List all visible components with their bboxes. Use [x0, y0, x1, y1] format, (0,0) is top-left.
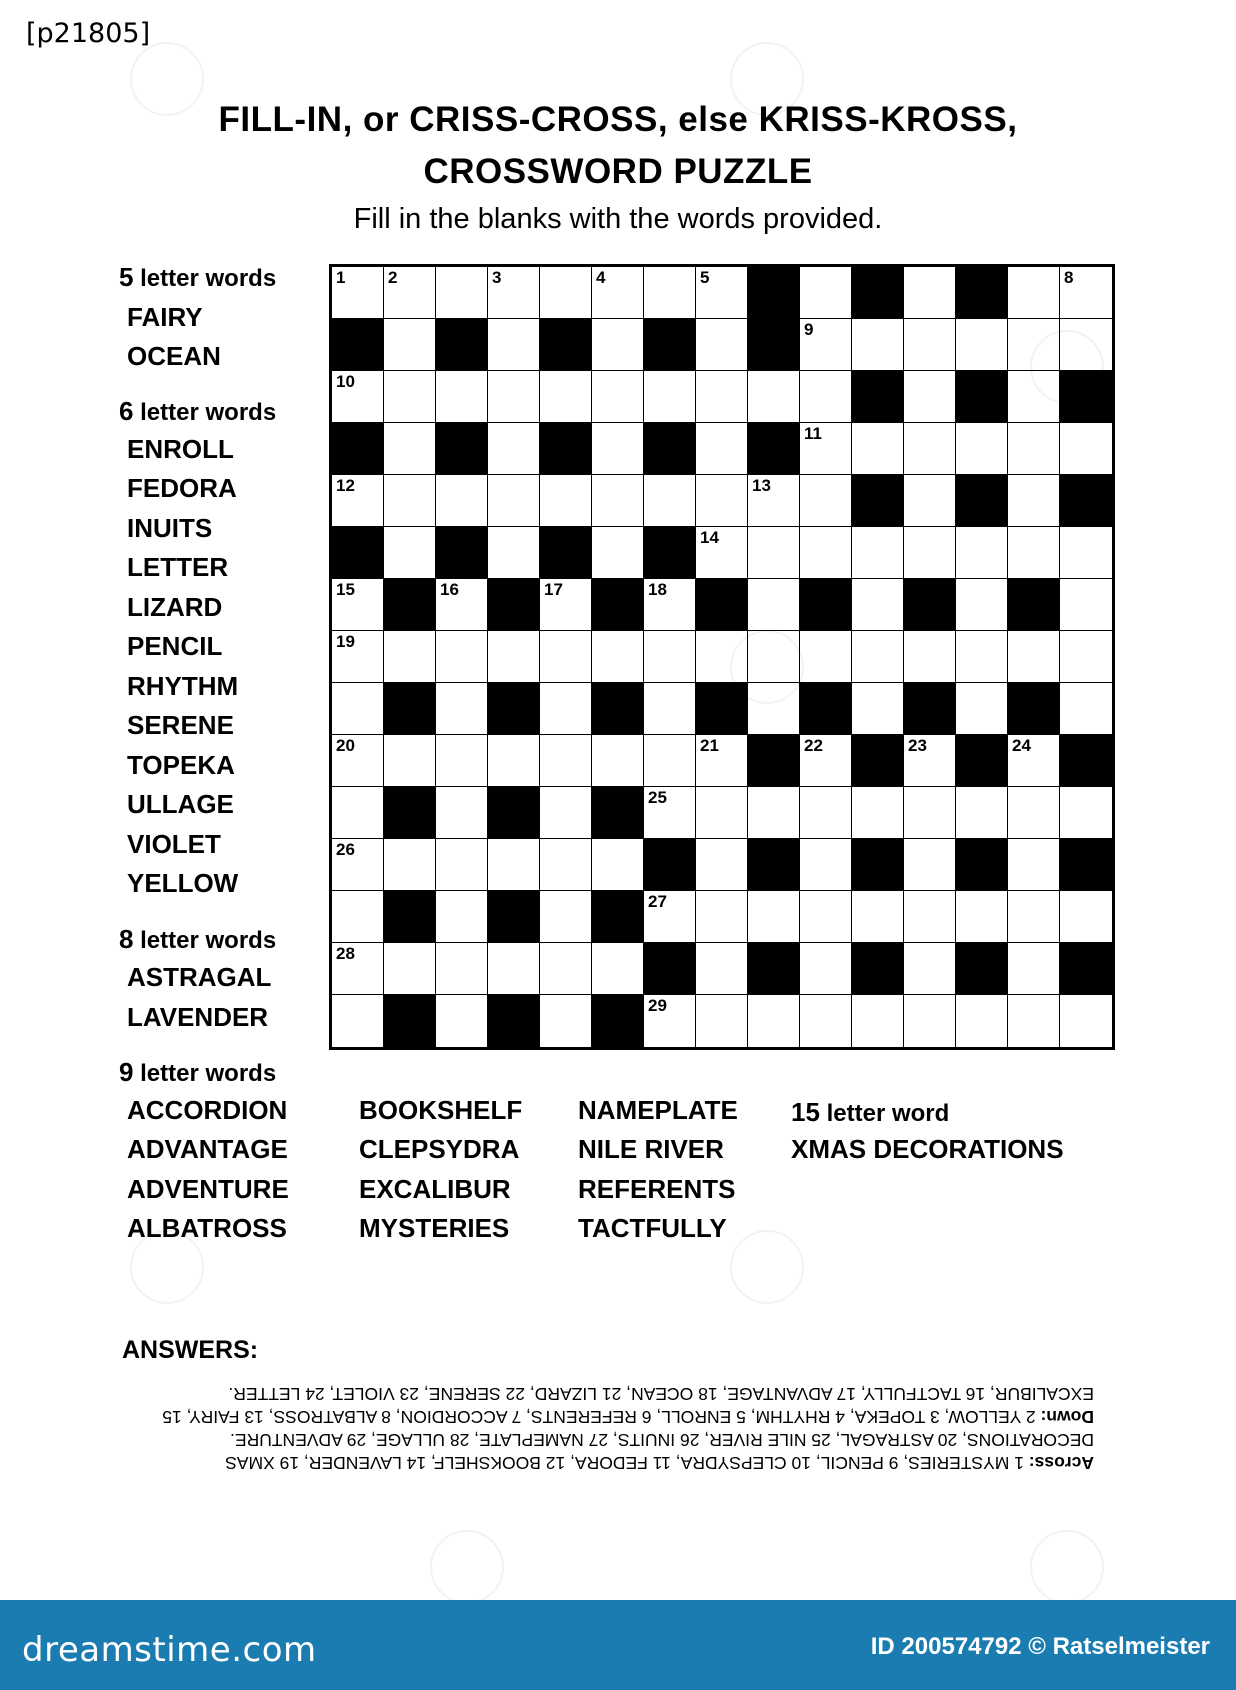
clue-number: 29: [648, 996, 667, 1015]
grid-cell[interactable]: [592, 735, 644, 787]
grid-cell[interactable]: [696, 787, 748, 839]
grid-cell[interactable]: [384, 371, 436, 423]
grid-cell[interactable]: [384, 475, 436, 527]
grid-cell[interactable]: [592, 527, 644, 579]
grid-cell-black: [852, 839, 904, 891]
word-item: XMAS DECORATIONS: [791, 1134, 1064, 1164]
grid-cell[interactable]: [800, 891, 852, 943]
grid-cell[interactable]: [332, 579, 384, 631]
word-item: SERENE: [127, 710, 234, 740]
grid-cell[interactable]: [748, 787, 800, 839]
grid-cell[interactable]: [540, 995, 592, 1047]
word-item: LAVENDER: [127, 1002, 269, 1032]
grid-cell[interactable]: [644, 735, 696, 787]
grid-cell-black: [488, 683, 540, 735]
grid-cell[interactable]: [592, 423, 644, 475]
grid-cell[interactable]: [384, 631, 436, 683]
grid-cell-black: [956, 839, 1008, 891]
clue-number: 17: [544, 580, 563, 599]
footer-brand[interactable]: dreamstime.com: [22, 1630, 317, 1670]
word-item: MYSTERIES: [359, 1213, 510, 1243]
clue-number: 21: [700, 736, 719, 755]
grid-cell[interactable]: [436, 475, 488, 527]
grid-cell-black: [644, 319, 696, 371]
grid-cell-black: [332, 319, 384, 371]
grid-cell[interactable]: [1008, 735, 1060, 787]
grid-cell[interactable]: [800, 319, 852, 371]
grid-cell[interactable]: [592, 319, 644, 371]
clue-number: 10: [336, 372, 355, 391]
answers-across-text: 1 MYSTERIES, 9 PENCIL, 10 CLEPSYDRA, 11 FEDORA, 12 BOOKSHELF, 14 LAVENDER, 19 XMAS DECORATIONS, 20 ASTRAGAL, 25 NILE RIVER, 26 INUITS, 27 NAMEPLATE, 28 ULLAGE, 29 ADVENTURE.: [225, 1430, 1094, 1473]
word-item: OCEAN: [127, 341, 221, 371]
grid-cell[interactable]: [800, 839, 852, 891]
grid-cell-black: [748, 423, 800, 475]
footer-image-id: ID 200574792 © Ratselmeister: [870, 1633, 1210, 1660]
grid-cell-black: [800, 683, 852, 735]
grid-cell[interactable]: [384, 943, 436, 995]
grid-cell-black: [644, 943, 696, 995]
grid-cell[interactable]: [1008, 423, 1060, 475]
grid-cell[interactable]: [332, 735, 384, 787]
grid-cell[interactable]: [540, 371, 592, 423]
grid-cell[interactable]: [852, 683, 904, 735]
grid-cell[interactable]: [540, 735, 592, 787]
grid-cell[interactable]: [644, 631, 696, 683]
grid-cell[interactable]: [1008, 891, 1060, 943]
answers-across-label: Across:: [1028, 1453, 1094, 1473]
grid-cell-black: [384, 891, 436, 943]
grid-cell-black: [1008, 683, 1060, 735]
grid-cell[interactable]: [384, 839, 436, 891]
grid-cell[interactable]: [852, 319, 904, 371]
grid-cell[interactable]: [852, 579, 904, 631]
grid-cell-black: [748, 267, 800, 319]
grid-cell[interactable]: [644, 267, 696, 319]
grid-cell[interactable]: [1008, 943, 1060, 995]
grid-cell[interactable]: [332, 891, 384, 943]
grid-cell-black: [644, 839, 696, 891]
grid-cell[interactable]: [540, 475, 592, 527]
grid-cell[interactable]: [592, 943, 644, 995]
grid-cell[interactable]: [800, 371, 852, 423]
clue-number: 14: [700, 528, 719, 547]
word-item: NILE RIVER: [578, 1134, 724, 1164]
grid-cell[interactable]: [904, 943, 956, 995]
word-item: ADVANTAGE: [127, 1134, 288, 1164]
grid-cell[interactable]: [332, 943, 384, 995]
grid-cell-black: [1060, 839, 1112, 891]
grid-cell[interactable]: [852, 527, 904, 579]
grid-cell[interactable]: [748, 475, 800, 527]
grid-cell[interactable]: [1008, 475, 1060, 527]
grid-cell-black: [748, 735, 800, 787]
word-list-heading-6: 6 letter words: [119, 396, 277, 426]
clue-number: 23: [908, 736, 927, 755]
grid-cell-black: [1008, 579, 1060, 631]
grid-cell[interactable]: [748, 891, 800, 943]
answers-down-label: Down:: [1040, 1407, 1094, 1427]
clue-number: 2: [388, 268, 398, 287]
grid-cell[interactable]: [436, 735, 488, 787]
grid-cell[interactable]: [488, 371, 540, 423]
grid-cell-black: [956, 943, 1008, 995]
word-item: FAIRY: [127, 302, 203, 332]
grid-cell-black: [384, 787, 436, 839]
grid-cell[interactable]: [488, 943, 540, 995]
grid-cell[interactable]: [800, 995, 852, 1047]
word-item: ALBATROSS: [127, 1213, 287, 1243]
clue-number: 13: [752, 476, 771, 495]
grid-cell[interactable]: [436, 267, 488, 319]
grid-cell[interactable]: [1060, 423, 1112, 475]
grid-cell[interactable]: [800, 527, 852, 579]
grid-cell[interactable]: [800, 423, 852, 475]
crossword-grid: [329, 264, 1115, 1050]
page-title-line-1: FILL-IN, or CRISS-CROSS, else KRISS-KROSS,: [218, 100, 1018, 139]
grid-cell[interactable]: [384, 267, 436, 319]
watermark-icon: [430, 1530, 504, 1604]
clue-number: 12: [336, 476, 355, 495]
grid-cell[interactable]: [436, 995, 488, 1047]
clue-number: 9: [804, 320, 814, 339]
grid-cell-black: [956, 267, 1008, 319]
word-item: REFERENTS: [578, 1174, 736, 1204]
grid-cell[interactable]: [1060, 579, 1112, 631]
grid-cell[interactable]: [956, 631, 1008, 683]
grid-cell-black: [956, 475, 1008, 527]
grid-cell[interactable]: [488, 735, 540, 787]
grid-cell[interactable]: [696, 943, 748, 995]
clue-number: 26: [336, 840, 355, 859]
grid-cell[interactable]: [644, 891, 696, 943]
word-item: RHYTHM: [127, 671, 239, 701]
grid-cell[interactable]: [332, 787, 384, 839]
grid-cell[interactable]: [592, 371, 644, 423]
grid-cell[interactable]: [644, 371, 696, 423]
watermark-icon: [730, 1230, 804, 1304]
grid-cell[interactable]: [852, 787, 904, 839]
grid-cell-black: [436, 527, 488, 579]
word-item: YELLOW: [127, 868, 239, 898]
grid-cell[interactable]: [1060, 683, 1112, 735]
grid-cell[interactable]: [956, 527, 1008, 579]
grid-cell[interactable]: [904, 423, 956, 475]
grid-cell-black: [436, 423, 488, 475]
grid-cell[interactable]: [904, 787, 956, 839]
clue-number: 19: [336, 632, 355, 651]
grid-cell-black: [488, 995, 540, 1047]
grid-cell[interactable]: [540, 787, 592, 839]
grid-cell[interactable]: [1008, 267, 1060, 319]
grid-cell[interactable]: [904, 839, 956, 891]
grid-cell-black: [332, 527, 384, 579]
word-item: INUITS: [127, 513, 213, 543]
grid-cell[interactable]: [592, 267, 644, 319]
grid-cell-black: [488, 579, 540, 631]
grid-cell-black: [488, 787, 540, 839]
grid-cell[interactable]: [904, 475, 956, 527]
grid-cell[interactable]: [592, 839, 644, 891]
grid-cell[interactable]: [696, 267, 748, 319]
grid-cell[interactable]: [384, 423, 436, 475]
watermark-icon: [730, 630, 804, 704]
grid-cell-black: [592, 683, 644, 735]
word-list-heading-8: 8 letter words: [119, 924, 277, 954]
grid-cell[interactable]: [332, 267, 384, 319]
grid-cell[interactable]: [540, 579, 592, 631]
grid-cell-black: [696, 579, 748, 631]
grid-cell[interactable]: [852, 423, 904, 475]
grid-cell[interactable]: [696, 371, 748, 423]
watermark-icon: [130, 42, 204, 116]
answers-heading: ANSWERS:: [122, 1336, 259, 1364]
grid-cell[interactable]: [852, 891, 904, 943]
grid-cell-black: [384, 579, 436, 631]
word-item: ACCORDION: [127, 1095, 288, 1125]
grid-cell[interactable]: [488, 839, 540, 891]
grid-cell-black: [332, 423, 384, 475]
word-item: PENCIL: [127, 631, 223, 661]
word-item: VIOLET: [127, 829, 221, 859]
grid-cell-black: [540, 423, 592, 475]
clue-number: 1: [336, 268, 346, 287]
grid-cell-black: [644, 423, 696, 475]
clue-number: 18: [648, 580, 667, 599]
grid-cell[interactable]: [956, 787, 1008, 839]
grid-cell[interactable]: [956, 891, 1008, 943]
grid-cell-black: [644, 527, 696, 579]
grid-cell[interactable]: [644, 579, 696, 631]
word-item: ASTRAGAL: [127, 962, 272, 992]
grid-cell[interactable]: [748, 995, 800, 1047]
grid-cell[interactable]: [488, 631, 540, 683]
page-subtitle: Fill in the blanks with the words provided.: [353, 203, 883, 235]
grid-cell[interactable]: [956, 579, 1008, 631]
grid-cell[interactable]: [540, 839, 592, 891]
grid-cell[interactable]: [332, 631, 384, 683]
grid-cell[interactable]: [1060, 267, 1112, 319]
grid-cell[interactable]: [644, 787, 696, 839]
grid-cell-black: [1060, 475, 1112, 527]
grid-cell[interactable]: [1008, 787, 1060, 839]
grid-cell-black: [800, 579, 852, 631]
grid-cell[interactable]: [904, 371, 956, 423]
grid-cell[interactable]: [1060, 631, 1112, 683]
word-item: ADVENTURE: [127, 1174, 289, 1204]
grid-cell[interactable]: [488, 319, 540, 371]
clue-number: 3: [492, 268, 502, 287]
clue-number: 25: [648, 788, 667, 807]
grid-cell[interactable]: [904, 735, 956, 787]
grid-cell[interactable]: [436, 579, 488, 631]
grid-cell[interactable]: [644, 475, 696, 527]
clue-number: 24: [1012, 736, 1031, 755]
word-item: ULLAGE: [127, 789, 234, 819]
grid-cell[interactable]: [332, 839, 384, 891]
grid-cell[interactable]: [904, 527, 956, 579]
grid-cell-black: [904, 579, 956, 631]
grid-cell-black: [748, 839, 800, 891]
grid-cell[interactable]: [1008, 839, 1060, 891]
puzzle-id: [p21805]: [26, 18, 151, 49]
grid-cell[interactable]: [436, 371, 488, 423]
grid-cell-black: [592, 787, 644, 839]
word-item: ENROLL: [127, 434, 234, 464]
grid-cell[interactable]: [436, 683, 488, 735]
grid-cell-black: [488, 891, 540, 943]
grid-cell[interactable]: [904, 891, 956, 943]
grid-cell[interactable]: [748, 371, 800, 423]
grid-cell[interactable]: [436, 943, 488, 995]
word-item: FEDORA: [127, 473, 237, 503]
word-item: TOPEKA: [127, 750, 235, 780]
watermark-icon: [1030, 330, 1104, 404]
clue-number: 22: [804, 736, 823, 755]
clue-number: 4: [596, 268, 606, 287]
watermark-icon: [730, 42, 804, 116]
grid-cell-black: [592, 579, 644, 631]
grid-cell[interactable]: [852, 631, 904, 683]
clue-number: 5: [700, 268, 710, 287]
grid-cell[interactable]: [488, 527, 540, 579]
grid-cell-black: [852, 267, 904, 319]
grid-cell-black: [852, 371, 904, 423]
grid-cell[interactable]: [540, 683, 592, 735]
grid-cell-black: [436, 319, 488, 371]
grid-cell[interactable]: [696, 995, 748, 1047]
grid-cell[interactable]: [332, 475, 384, 527]
grid-cell[interactable]: [1008, 527, 1060, 579]
grid-cell[interactable]: [332, 683, 384, 735]
grid-cell[interactable]: [800, 475, 852, 527]
grid-cell[interactable]: [1060, 527, 1112, 579]
grid-cell[interactable]: [436, 839, 488, 891]
grid-cell[interactable]: [800, 267, 852, 319]
grid-cell[interactable]: [696, 839, 748, 891]
word-item: TACTFULLY: [578, 1213, 727, 1243]
grid-cell[interactable]: [800, 631, 852, 683]
grid-cell[interactable]: [332, 371, 384, 423]
grid-cell[interactable]: [800, 943, 852, 995]
grid-cell[interactable]: [1060, 787, 1112, 839]
grid-cell[interactable]: [696, 891, 748, 943]
grid-cell[interactable]: [696, 423, 748, 475]
grid-cell[interactable]: [904, 319, 956, 371]
word-item: LIZARD: [127, 592, 223, 622]
grid-cell[interactable]: [384, 735, 436, 787]
grid-cell-black: [540, 319, 592, 371]
grid-cell-black: [748, 319, 800, 371]
grid-cell[interactable]: [904, 267, 956, 319]
grid-cell[interactable]: [644, 995, 696, 1047]
grid-cell[interactable]: [852, 995, 904, 1047]
grid-cell[interactable]: [592, 475, 644, 527]
grid-cell[interactable]: [540, 631, 592, 683]
grid-cell-black: [852, 735, 904, 787]
grid-cell[interactable]: [696, 735, 748, 787]
grid-cell[interactable]: [800, 735, 852, 787]
grid-cell-black: [852, 943, 904, 995]
grid-cell-black: [540, 527, 592, 579]
grid-cell[interactable]: [956, 423, 1008, 475]
page-title-line-2: CROSSWORD PUZZLE: [423, 152, 813, 191]
watermark-icon: [1030, 1530, 1104, 1604]
grid-cell[interactable]: [644, 683, 696, 735]
grid-cell-black: [592, 891, 644, 943]
grid-cell-black: [384, 683, 436, 735]
grid-cell[interactable]: [1060, 891, 1112, 943]
grid-cell[interactable]: [696, 527, 748, 579]
grid-cell[interactable]: [748, 527, 800, 579]
grid-cell-black: [904, 683, 956, 735]
grid-cell-black: [1060, 735, 1112, 787]
grid-cell-black: [384, 995, 436, 1047]
grid-cell[interactable]: [332, 995, 384, 1047]
grid-cell[interactable]: [436, 787, 488, 839]
grid-cell[interactable]: [1008, 995, 1060, 1047]
clue-number: 11: [804, 424, 822, 443]
word-item: NAMEPLATE: [578, 1095, 738, 1125]
watermark-icon: [130, 1230, 204, 1304]
grid-cell[interactable]: [904, 631, 956, 683]
grid-cell[interactable]: [904, 995, 956, 1047]
clue-number: 15: [336, 580, 355, 599]
grid-cell[interactable]: [384, 527, 436, 579]
grid-cell-black: [852, 475, 904, 527]
word-item: BOOKSHELF: [359, 1095, 523, 1125]
grid-cell-black: [748, 943, 800, 995]
grid-cell[interactable]: [384, 319, 436, 371]
grid-cell-black: [592, 995, 644, 1047]
word-list-heading-5: 5 letter words: [119, 262, 277, 292]
grid-cell-black: [956, 735, 1008, 787]
grid-cell[interactable]: [488, 475, 540, 527]
grid-cell[interactable]: [956, 319, 1008, 371]
word-list-heading-15: 15 letter word: [791, 1097, 950, 1127]
grid-cell[interactable]: [748, 579, 800, 631]
grid-cell[interactable]: [488, 267, 540, 319]
grid-cell[interactable]: [436, 631, 488, 683]
grid-cell[interactable]: [540, 891, 592, 943]
grid-cell[interactable]: [956, 995, 1008, 1047]
clue-number: 20: [336, 736, 355, 755]
grid-cell[interactable]: [540, 267, 592, 319]
grid-cell[interactable]: [592, 631, 644, 683]
grid-cell[interactable]: [696, 475, 748, 527]
clue-number: 16: [440, 580, 459, 599]
grid-cell[interactable]: [488, 423, 540, 475]
grid-cell[interactable]: [1060, 995, 1112, 1047]
grid-cell[interactable]: [800, 787, 852, 839]
clue-number: 8: [1064, 268, 1074, 287]
grid-cell[interactable]: [956, 683, 1008, 735]
word-item: CLEPSYDRA: [359, 1134, 520, 1164]
answers-down-text: 2 YELLOW, 3 TOPEKA, 4 RHYTHM, 5 ENROLL, 6 REFERENTS, 7 ACCORDION, 8 ALBATROSS, 13 FAIRY, 15 EXCALIBUR, 16 TACTFULLY, 17 ADVANTAGE, 18 OCEAN, 21 LIZARD, 22 SERENE, 23 VIOLET, 24 LETTER.: [162, 1384, 1094, 1427]
grid-cell-black: [956, 371, 1008, 423]
grid-cell[interactable]: [540, 943, 592, 995]
word-item: EXCALIBUR: [359, 1174, 511, 1204]
grid-cell[interactable]: [1008, 631, 1060, 683]
word-item: LETTER: [127, 552, 229, 582]
word-list-heading-9: 9 letter words: [119, 1057, 277, 1087]
grid-cell[interactable]: [436, 891, 488, 943]
clue-number: 27: [648, 892, 667, 911]
answers-upside-down: [138, 1382, 1094, 1474]
clue-number: 28: [336, 944, 355, 963]
grid-cell-black: [1060, 943, 1112, 995]
grid-cell[interactable]: [696, 319, 748, 371]
